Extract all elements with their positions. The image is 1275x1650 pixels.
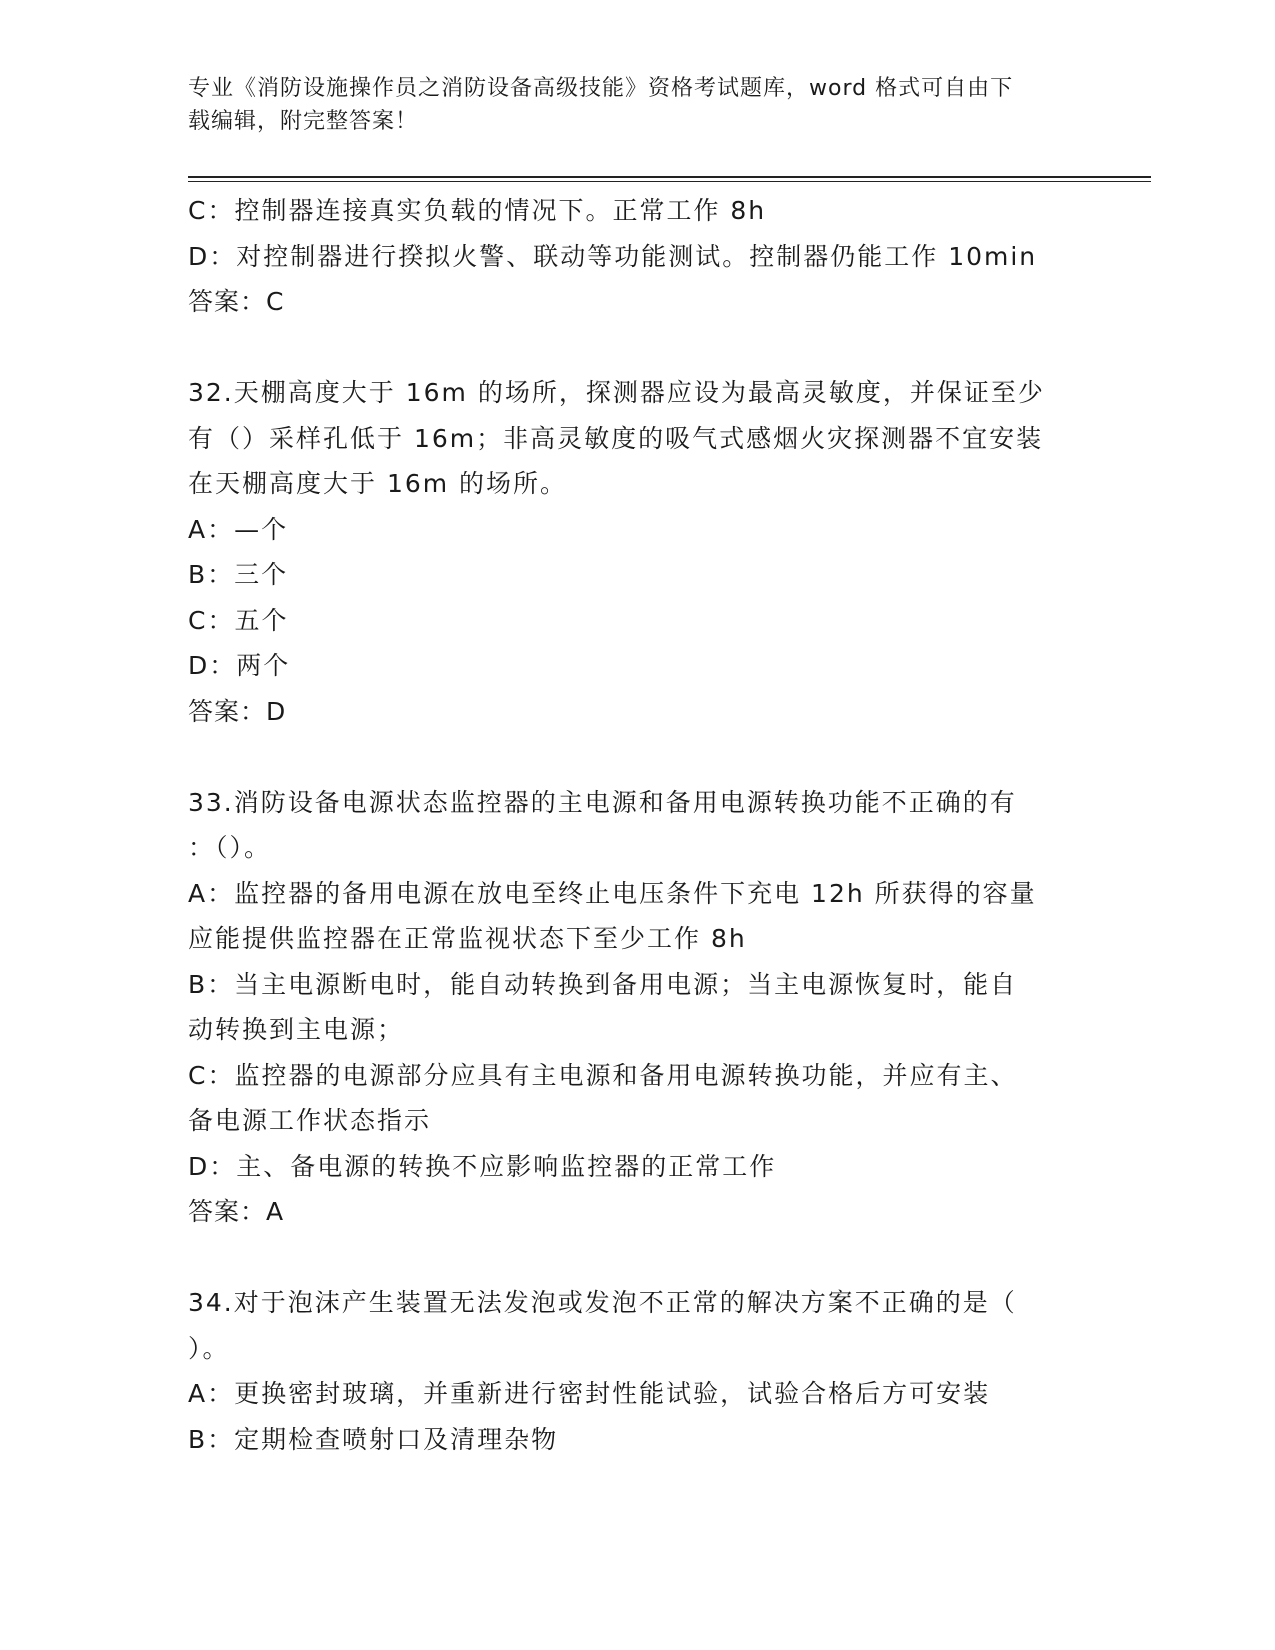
answer-label: 答案：C (188, 287, 285, 316)
question-text: 33.消防设备电源状态监控器的主电源和备用电源转换功能不正确的有 (188, 787, 1017, 817)
option-d: D：对控制器进行揆拟火警、联动等功能测试。控制器仍能工作 10min (188, 241, 1038, 271)
question-list (188, 188, 1088, 1462)
question-text: 34.对于泡沫产生装置无法发泡或发泡不正常的解决方案不正确的是（ (188, 1288, 1017, 1317)
question-text: ：（）。 (188, 833, 272, 862)
header-line: 载编辑，附完整答案！ (188, 109, 419, 134)
spacer (188, 734, 1088, 780)
option-c-cont: 备电源工作状态指示 (188, 1106, 432, 1135)
question-text: 有（）采样孔低于 16m；非高灵敏度的吸气式感烟火灾探测器不宜安装 (188, 423, 1044, 453)
option-a: A：—个 (188, 514, 289, 544)
question-text: 32.天棚高度大于 16m 的场所，探测器应设为最高灵敏度，并保证至少 (188, 378, 1045, 407)
option-d: D：主、备电源的转换不应影响监控器的正常工作 (188, 1151, 777, 1181)
question-text: 在天棚高度大于 16m 的场所。 (188, 469, 568, 498)
answer-label: 答案：D (188, 696, 287, 726)
option-c: C：监控器的电源部分应具有主电源和备用电源转换功能，并应有主、 (188, 1060, 1018, 1090)
question-text: ）。 (188, 1333, 230, 1363)
option-b: B：定期检查喷射口及清理杂物 (188, 1424, 559, 1454)
question-31-tail (188, 188, 1088, 325)
option-c: C：五个 (188, 605, 289, 635)
header-divider-thin (188, 181, 1151, 182)
option-c: C：控制器连接真实负载的情况下。正常工作 8h (188, 196, 767, 225)
option-b-cont: 动转换到主电源； (188, 1015, 405, 1044)
answer-label: 答案：A (188, 1197, 285, 1226)
spacer (188, 1235, 1088, 1281)
header-line: 专业《消防设施操作员之消防设备高级技能》资格考试题库，word 格式可自由下 (188, 76, 1014, 101)
question-34 (188, 1280, 1088, 1462)
option-b: B：当主电源断电时，能自动转换到备用电源；当主电源恢复时，能自 (188, 969, 1018, 999)
spacer (188, 325, 1088, 371)
option-a-cont: 应能提供监控器在正常监视状态下至少工作 8h (188, 924, 747, 953)
option-d: D：两个 (188, 651, 291, 680)
option-b: B：三个 (188, 560, 289, 589)
question-32 (188, 370, 1088, 734)
option-a: A：更换密封玻璃，并重新进行密封性能试验，试验合格后方可安装 (188, 1379, 991, 1408)
document-header (188, 72, 1088, 138)
question-33 (188, 780, 1088, 1235)
option-a: A：监控器的备用电源在放电至终止电压条件下充电 12h 所获得的容量 (188, 878, 1037, 908)
header-divider (188, 176, 1151, 178)
